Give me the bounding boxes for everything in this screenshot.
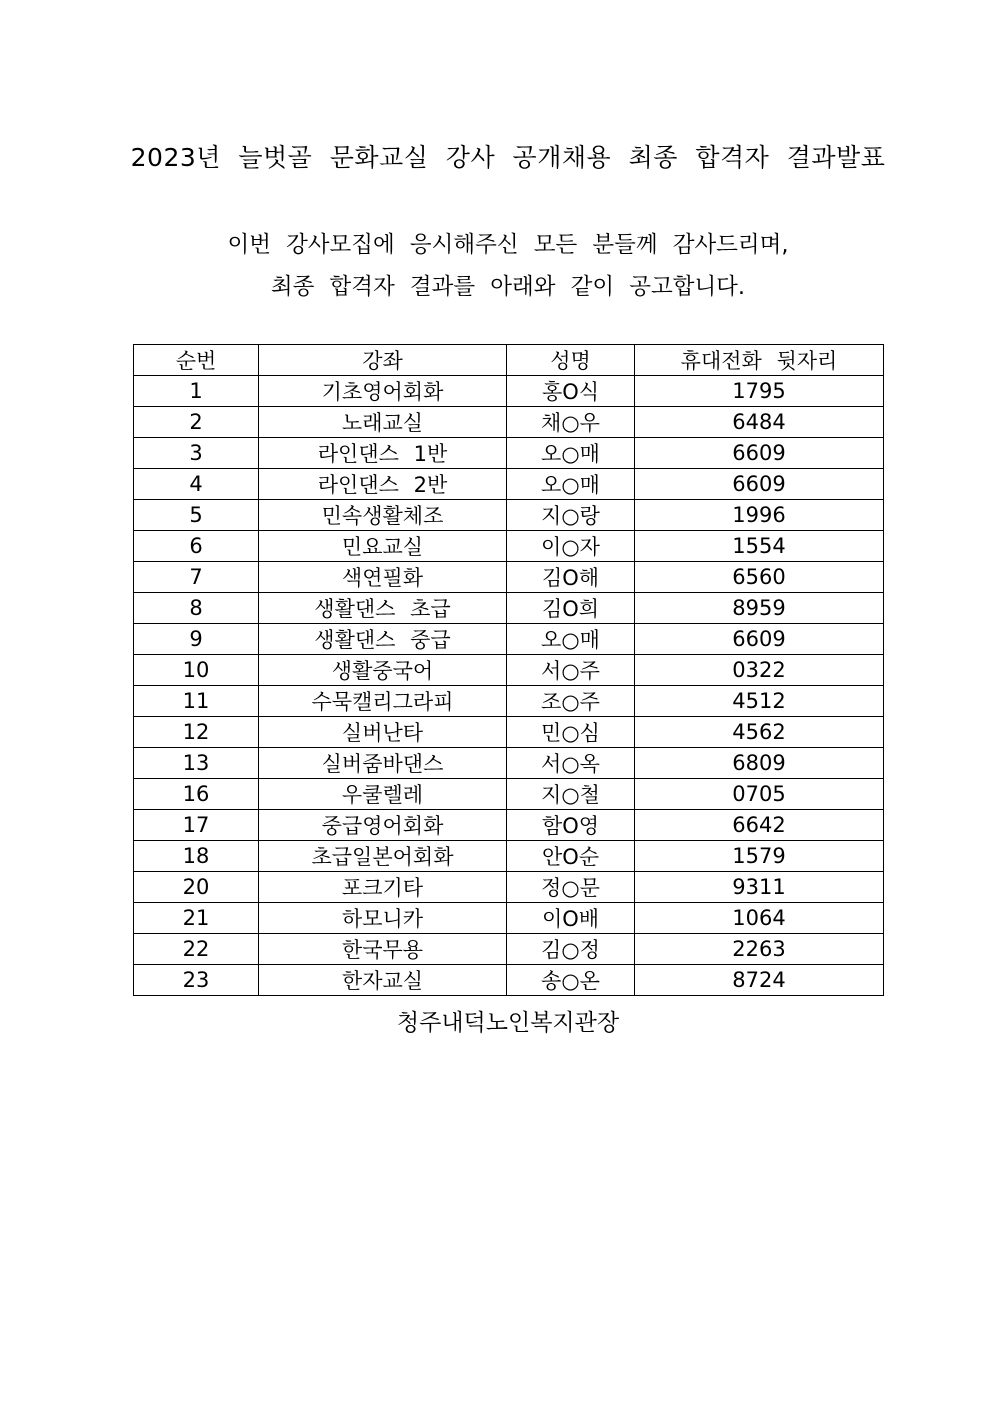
cell-no: 2 [134, 407, 259, 438]
cell-no: 12 [134, 717, 259, 748]
cell-course: 색연필화 [259, 562, 507, 593]
cell-no: 22 [134, 934, 259, 965]
cell-no: 5 [134, 500, 259, 531]
cell-name: 김O희 [507, 593, 635, 624]
cell-course: 수묵캘리그라피 [259, 686, 507, 717]
table-row [134, 593, 884, 624]
cell-course: 기초영어회화 [259, 376, 507, 407]
cell-no: 10 [134, 655, 259, 686]
cell-phone: 2263 [635, 934, 884, 965]
cell-phone: 6809 [635, 748, 884, 779]
cell-course: 포크기타 [259, 872, 507, 903]
table-row [134, 872, 884, 903]
cell-name: 서○옥 [507, 748, 635, 779]
cell-name: 민○심 [507, 717, 635, 748]
cell-no: 17 [134, 810, 259, 841]
cell-course: 민속생활체조 [259, 500, 507, 531]
cell-course: 실버줌바댄스 [259, 748, 507, 779]
cell-name: 김O해 [507, 562, 635, 593]
page-title: 2023년 늘벗골 문화교실 강사 공개채용 최종 합격자 결과발표 [130, 143, 886, 172]
table-row [134, 407, 884, 438]
header-course: 강좌 [259, 345, 507, 376]
table-row [134, 934, 884, 965]
cell-course: 노래교실 [259, 407, 507, 438]
cell-name: 홍O식 [507, 376, 635, 407]
cell-phone: 1996 [635, 500, 884, 531]
cell-name: 함O영 [507, 810, 635, 841]
cell-name: 안O순 [507, 841, 635, 872]
cell-phone: 6609 [635, 469, 884, 500]
cell-phone: 9311 [635, 872, 884, 903]
table-row [134, 655, 884, 686]
table-row [134, 748, 884, 779]
cell-no: 13 [134, 748, 259, 779]
cell-course: 생활중국어 [259, 655, 507, 686]
header-phone: 휴대전화 뒷자리 [635, 345, 884, 376]
cell-course: 한국무용 [259, 934, 507, 965]
cell-course: 생활댄스 초급 [259, 593, 507, 624]
cell-phone: 0705 [635, 779, 884, 810]
cell-name: 오○매 [507, 438, 635, 469]
table-row [134, 562, 884, 593]
cell-phone: 1579 [635, 841, 884, 872]
cell-name: 조○주 [507, 686, 635, 717]
cell-name: 정○문 [507, 872, 635, 903]
cell-phone: 0322 [635, 655, 884, 686]
cell-phone: 6560 [635, 562, 884, 593]
cell-phone: 6642 [635, 810, 884, 841]
cell-name: 지○철 [507, 779, 635, 810]
cell-phone: 6609 [635, 624, 884, 655]
cell-course: 라인댄스 1반 [259, 438, 507, 469]
table-row [134, 965, 884, 996]
cell-no: 16 [134, 779, 259, 810]
cell-phone: 1554 [635, 531, 884, 562]
table-row [134, 500, 884, 531]
table-row [134, 717, 884, 748]
table-row [134, 438, 884, 469]
cell-no: 23 [134, 965, 259, 996]
cell-course: 민요교실 [259, 531, 507, 562]
cell-course: 우쿨렐레 [259, 779, 507, 810]
cell-no: 18 [134, 841, 259, 872]
cell-name: 서○주 [507, 655, 635, 686]
cell-no: 4 [134, 469, 259, 500]
table-row [134, 469, 884, 500]
cell-phone: 4562 [635, 717, 884, 748]
cell-phone: 6484 [635, 407, 884, 438]
signature-org: 청주내덕노인복지관장 [396, 1010, 620, 1036]
cell-no: 9 [134, 624, 259, 655]
table-row [134, 903, 884, 934]
cell-phone: 6609 [635, 438, 884, 469]
table-row [134, 779, 884, 810]
cell-no: 20 [134, 872, 259, 903]
header-no: 순번 [134, 345, 259, 376]
table-row [134, 841, 884, 872]
cell-name: 이O배 [507, 903, 635, 934]
cell-course: 실버난타 [259, 717, 507, 748]
cell-phone: 4512 [635, 686, 884, 717]
cell-phone: 8724 [635, 965, 884, 996]
table-row [134, 376, 884, 407]
cell-no: 21 [134, 903, 259, 934]
cell-course: 하모니카 [259, 903, 507, 934]
table-row [134, 531, 884, 562]
cell-course: 초급일본어회화 [259, 841, 507, 872]
cell-name: 이○자 [507, 531, 635, 562]
cell-course: 라인댄스 2반 [259, 469, 507, 500]
results-table [133, 344, 884, 996]
header-name: 성명 [507, 345, 635, 376]
intro-text [0, 224, 992, 308]
cell-name: 지○랑 [507, 500, 635, 531]
cell-no: 3 [134, 438, 259, 469]
cell-phone: 1795 [635, 376, 884, 407]
cell-course: 중급영어회화 [259, 810, 507, 841]
table-row [134, 810, 884, 841]
cell-name: 김○정 [507, 934, 635, 965]
table-row [134, 686, 884, 717]
header-row [134, 345, 884, 376]
results-body [134, 376, 884, 996]
cell-no: 7 [134, 562, 259, 593]
table-row [134, 624, 884, 655]
cell-phone: 8959 [635, 593, 884, 624]
cell-no: 8 [134, 593, 259, 624]
cell-name: 송○온 [507, 965, 635, 996]
cell-name: 오○매 [507, 624, 635, 655]
intro-line-2: 최종 합격자 결과를 아래와 같이 공고합니다. [270, 274, 746, 300]
cell-no: 11 [134, 686, 259, 717]
cell-course: 한자교실 [259, 965, 507, 996]
cell-no: 6 [134, 531, 259, 562]
intro-line-1: 이번 강사모집에 응시해주신 모든 분들께 감사드리며, [227, 232, 789, 258]
cell-phone: 1064 [635, 903, 884, 934]
cell-name: 채○우 [507, 407, 635, 438]
cell-no: 1 [134, 376, 259, 407]
cell-course: 생활댄스 중급 [259, 624, 507, 655]
cell-name: 오○매 [507, 469, 635, 500]
